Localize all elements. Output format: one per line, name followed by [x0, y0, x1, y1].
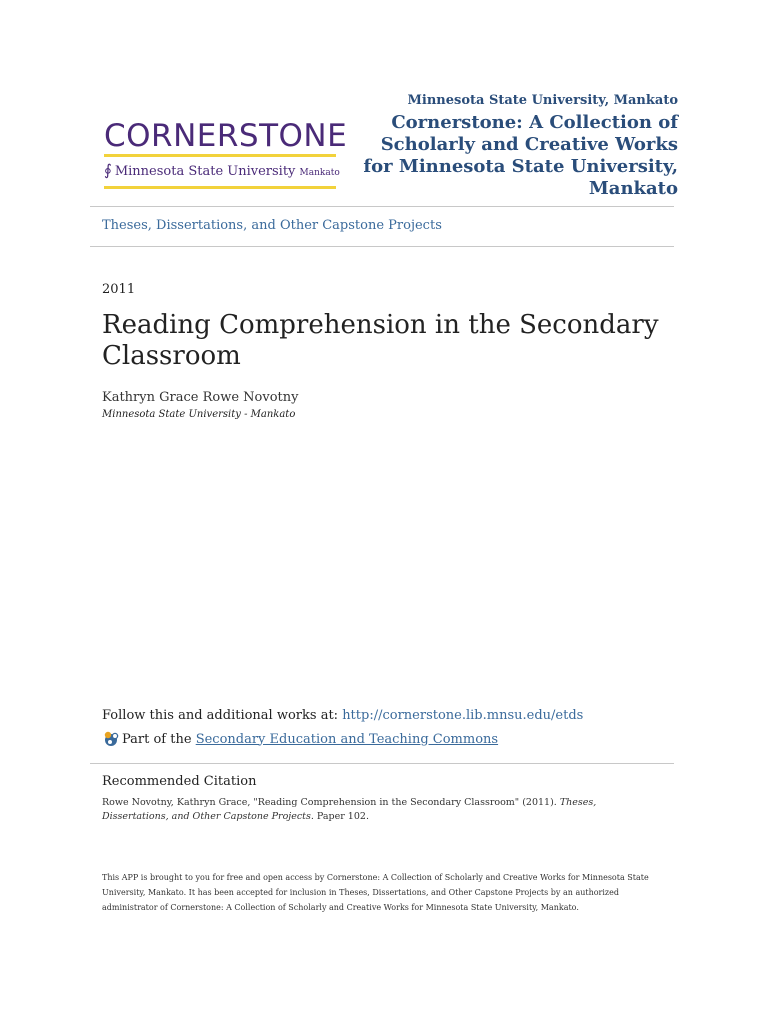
document-title: Reading Comprehension in the Secondary Classroom [102, 310, 659, 371]
divider-top [90, 206, 674, 207]
divider-citation [90, 763, 674, 764]
logo-wordmark: CORNERSTONE [104, 118, 348, 154]
logo-mark-icon: ∮ [104, 161, 112, 179]
etds-link[interactable]: http://cornerstone.lib.mnsu.edu/etds [342, 708, 584, 723]
follow-prefix: Follow this and additional works at: [102, 708, 343, 723]
document-author: Kathryn Grace Rowe Novotny [102, 390, 299, 405]
access-note: This APP is brought to you for free and open access by Cornerstone: A Collection of Scholarly and Creative Works for Minnesota State University, Mankato. It has been accepted for inclusion in Theses, Dissertations, and Other Capstone Projects by an authorized administrator of Cornerstone: A Collection of Scholarly and Creative Works for Minnesota State University, Mankato. [102, 873, 649, 912]
header-kicker[interactable]: Minnesota State University, Mankato [407, 93, 678, 108]
citation-heading: Recommended Citation [102, 774, 257, 789]
document-year: 2011 [102, 282, 136, 297]
series-link[interactable]: Theses, Dissertations, and Other Capstone Projects [102, 218, 442, 233]
citation-text [102, 796, 662, 824]
logo-sub-small: Mankato [299, 168, 340, 178]
repository-header [358, 92, 678, 200]
logo-rule-top [104, 154, 336, 157]
part-of-prefix: Part of the [122, 731, 192, 747]
logo-rule-bottom [104, 186, 336, 189]
citation-plain: Rowe Novotny, Kathryn Grace, "Reading Comprehension in the Secondary Classroom" (2011). [102, 797, 560, 808]
part-of-line [102, 730, 498, 748]
cornerstone-logo[interactable] [104, 118, 348, 189]
follow-line [102, 708, 583, 723]
header-title[interactable]: Cornerstone: A Collection of Scholarly and Creative Works for Minnesota State University, Mankato [363, 112, 678, 199]
logo-sub-main: Minnesota State University [114, 164, 296, 179]
commons-link[interactable]: Secondary Education and Teaching Commons [195, 731, 499, 747]
network-icon[interactable] [102, 730, 120, 748]
citation-end: . Paper 102. [310, 811, 369, 822]
citation-series: Theses, Dissertations, and Other Capstone Projects [102, 797, 597, 822]
logo-subtitle [104, 160, 340, 183]
author-affiliation: Minnesota State University - Mankato [102, 409, 296, 420]
divider-series [90, 246, 674, 247]
